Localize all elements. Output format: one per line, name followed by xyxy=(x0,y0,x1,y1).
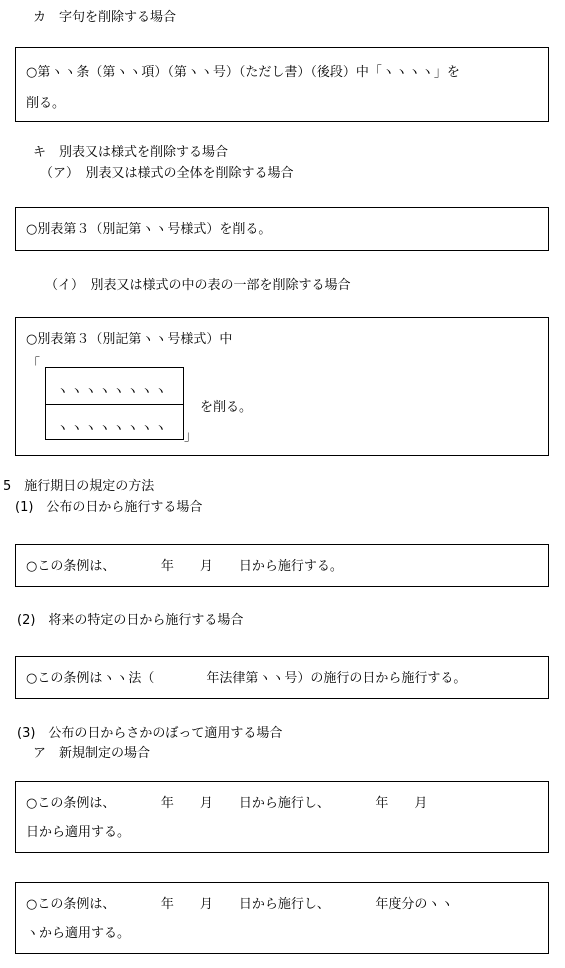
heading-5-3-a: ア 新規制定の場合 xyxy=(33,746,151,761)
heading-section-5: 5 施行期日の規定の方法 xyxy=(3,479,155,494)
heading-ki: キ 別表又は様式を削除する場合 xyxy=(33,145,229,160)
box-line: 日から適用する。 xyxy=(26,825,131,840)
heading-ki-i: （イ） 別表又は様式の中の表の一部を削除する場合 xyxy=(45,278,351,293)
box-line: 削る。 xyxy=(26,96,66,111)
example-box-delete-whole-table xyxy=(15,207,549,251)
box-line: ○別表第３（別記第ヽヽ号様式）中 xyxy=(26,332,233,347)
example-box-promulgation-date xyxy=(15,544,549,587)
table-cell: ヽヽヽヽヽヽヽヽ xyxy=(56,421,169,436)
table-cell: ヽヽヽヽヽヽヽヽ xyxy=(56,384,169,399)
box-line: ○この条例は、 年 月 日から施行し、 年度分のヽヽ xyxy=(26,897,454,912)
box-line: ○別表第３（別記第ヽヽ号様式）を削る。 xyxy=(26,222,272,237)
box-line: ○第ヽヽ条（第ヽヽ項）（第ヽヽ号）（ただし書）（後段）中「ヽヽヽヽ」を xyxy=(26,65,460,80)
example-box-retroactive-2 xyxy=(15,882,549,954)
heading-ka: カ 字句を削除する場合 xyxy=(33,10,177,25)
box-line: ○この条例は、 年 月 日から施行し、 年 月 xyxy=(26,796,428,811)
example-box-future-date xyxy=(15,656,549,699)
open-bracket: 「 xyxy=(27,357,41,372)
delete-suffix: を削る。 xyxy=(200,400,253,415)
example-box-retroactive-1 xyxy=(15,781,549,853)
table-row xyxy=(46,405,183,441)
heading-ki-a: （ア） 別表又は様式の全体を削除する場合 xyxy=(40,166,294,181)
heading-5-2: (2) 将来の特定の日から施行する場合 xyxy=(17,613,244,628)
box-line: ○この条例はヽヽ法（ 年法律第ヽヽ号）の施行の日から施行する。 xyxy=(26,671,467,686)
example-box-delete-phrase xyxy=(15,47,549,122)
box-line: ○この条例は、 年 月 日から施行する。 xyxy=(26,559,343,574)
table-row xyxy=(46,368,183,404)
deleted-table xyxy=(45,367,184,440)
heading-5-3: (3) 公布の日からさかのぼって適用する場合 xyxy=(17,726,283,741)
box-line: ヽから適用する。 xyxy=(26,926,131,941)
close-bracket: 」 xyxy=(184,429,198,444)
heading-5-1: (1) 公布の日から施行する場合 xyxy=(15,500,203,515)
